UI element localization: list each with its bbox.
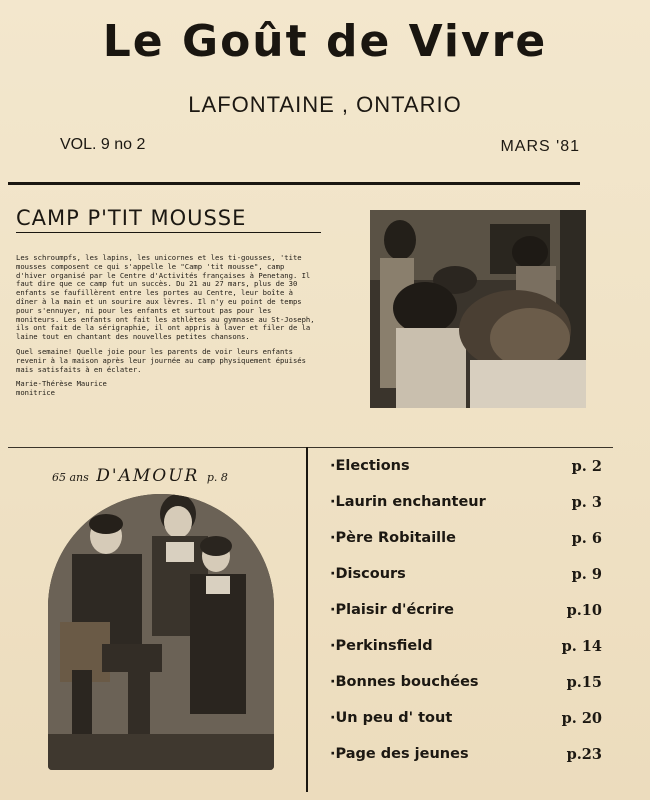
vintage-portrait-image xyxy=(48,494,274,770)
toc-item-peu-dtout xyxy=(330,710,610,746)
vintage-portrait-photo xyxy=(48,494,274,770)
toc-label: ·Perkinsfield xyxy=(330,638,433,654)
toc-page: p. 14 xyxy=(561,638,602,655)
masthead-location: LAFONTAINE , ONTARIO xyxy=(188,92,462,117)
toc-page: p. 3 xyxy=(571,494,602,511)
section-divider xyxy=(8,447,613,448)
camp-article-title: CAMP P'TIT MOUSSE xyxy=(16,206,247,230)
toc-item-elections xyxy=(330,458,610,494)
volume-number: VOL. 9 no 2 xyxy=(60,136,146,153)
camp-signature-name: Marie-Thérèse Maurice xyxy=(16,379,107,389)
camp-paragraph-2: Quel semaine! Quelle joie pour les parents de voir leurs enfants revenir à la maison après leur journée au camp physiquement épuisés mais satisfaits à en éclater. xyxy=(16,346,306,374)
toc-label: ·Elections xyxy=(330,458,410,474)
toc-item-perkinsfield xyxy=(330,638,610,674)
toc-label: ·Page des jeunes xyxy=(330,746,469,762)
column-divider xyxy=(306,447,308,792)
children-photo-image xyxy=(370,210,586,408)
toc-page: p.23 xyxy=(566,746,602,763)
children-photo xyxy=(370,210,586,408)
table-of-contents xyxy=(330,458,610,782)
camp-article-body xyxy=(16,254,316,398)
camp-title-underline xyxy=(16,232,321,233)
feature-page: p. 8 xyxy=(206,471,228,484)
toc-label: ·Bonnes bouchées xyxy=(330,674,479,690)
toc-label: ·Laurin enchanteur xyxy=(330,494,486,510)
toc-label: ·Père Robitaille xyxy=(330,530,456,546)
camp-paragraph-1: Les schroumpfs, les lapins, les unicornes et les ti-gousses, 'tite mousses composent ce qui s'appelle le "Camp 'tit mousse", camp d'hiver organisé par le Centre d'Activités françaises à Penetang. Il faut dire que ce camp fut un succès. Du 21 au 27 mars, plus de 30 enfants se faufillèrent entre les portes au Centre, leur boîte à dîner à la main et un sourire aux lèvres. Il n'y eu point de temps pour s'ennuyer, ni pour les enfants et surtout pas pour les moniteurs. Les enfants ont fait les athlètes au gymnase au St-Joseph, ils ont fait de la sérigraphie, il ont appris à laver et filer de la laine tout en chantant des nouvelles petites chansons. xyxy=(16,253,315,342)
toc-item-bouchees xyxy=(330,674,610,710)
toc-item-discours xyxy=(330,566,610,602)
masthead-title: Le Goût de Vivre xyxy=(102,16,548,67)
toc-page: p. 6 xyxy=(571,530,602,547)
feature-prefix: 65 ans xyxy=(52,471,89,484)
toc-item-laurin xyxy=(330,494,610,530)
toc-page: p. 20 xyxy=(561,710,602,727)
toc-page: p. 2 xyxy=(571,458,602,475)
camp-signature-role: monitrice xyxy=(16,388,55,398)
feature-heading xyxy=(52,466,228,486)
toc-item-plaisir xyxy=(330,602,610,638)
toc-label: ·Plaisir d'écrire xyxy=(330,602,455,618)
toc-page: p. 9 xyxy=(571,566,602,583)
feature-word: D'AMOUR xyxy=(96,466,200,486)
toc-label: ·Discours xyxy=(330,566,406,582)
toc-item-jeunes xyxy=(330,746,610,782)
toc-page: p.10 xyxy=(566,602,602,619)
toc-page: p.15 xyxy=(566,674,602,691)
toc-item-robitaille xyxy=(330,530,610,566)
masthead-divider xyxy=(8,182,580,185)
toc-label: ·Un peu d' tout xyxy=(330,710,453,726)
issue-date: MARS '81 xyxy=(500,138,580,155)
